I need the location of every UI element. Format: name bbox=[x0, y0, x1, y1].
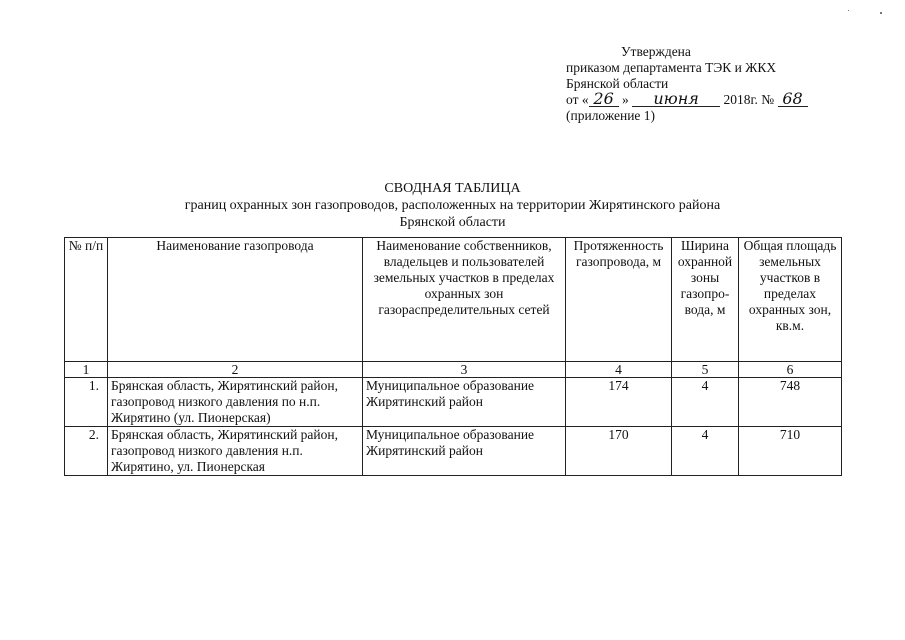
table-header-row bbox=[65, 238, 842, 362]
approval-stamp bbox=[566, 44, 866, 124]
row-length: 174 bbox=[566, 378, 672, 427]
title-line-2: границ охранных зон газопроводов, расположенных на территории Жирятинского района bbox=[184, 198, 721, 213]
header-area: Общая площадь земельных участков в пределах охранных зон, кв.м. bbox=[739, 238, 842, 362]
header-width: Ширина охранной зоны газопро-вода, м bbox=[672, 238, 739, 362]
number-sign: № bbox=[761, 92, 775, 107]
index-cell: 4 bbox=[566, 362, 672, 378]
approval-line-3: Брянской области bbox=[566, 76, 669, 91]
document-title bbox=[0, 180, 905, 231]
row-pipeline: Брянская область, Жирятинский район, газопровод низкого давления по н.п. Жирятино (ул. Пионерская) bbox=[108, 378, 363, 427]
header-length: Протяженность газопровода, м bbox=[566, 238, 672, 362]
index-cell: 3 bbox=[363, 362, 566, 378]
row-area: 748 bbox=[739, 378, 842, 427]
title-line-1: СВОДНАЯ ТАБЛИЦА bbox=[384, 181, 521, 196]
year-text: 2018г. bbox=[723, 92, 758, 107]
scan-speck bbox=[848, 10, 849, 11]
index-cell: 6 bbox=[739, 362, 842, 378]
header-num: № п/п bbox=[65, 238, 108, 362]
index-cell: 2 bbox=[108, 362, 363, 378]
approval-line-1: Утверждена bbox=[621, 44, 691, 59]
approval-line-2: приказом департамента ТЭК и ЖКХ bbox=[566, 60, 777, 75]
approval-appendix: (приложение 1) bbox=[566, 108, 656, 123]
scan-speck bbox=[880, 12, 882, 14]
row-owner: Муниципальное образование Жирятинский район bbox=[363, 378, 566, 427]
date-prefix: от « bbox=[566, 92, 589, 107]
row-owner: Муниципальное образование Жирятинский район bbox=[363, 427, 566, 476]
row-area: 710 bbox=[739, 427, 842, 476]
quote-close: » bbox=[621, 92, 629, 107]
row-length: 170 bbox=[566, 427, 672, 476]
header-pipeline: Наименование газопровода bbox=[108, 238, 363, 362]
row-num: 1. bbox=[65, 378, 108, 427]
handwritten-day: 26 bbox=[589, 92, 619, 107]
index-cell: 1 bbox=[65, 362, 108, 378]
handwritten-number: 68 bbox=[778, 92, 808, 107]
row-num: 2. bbox=[65, 427, 108, 476]
row-pipeline: Брянская область, Жирятинский район, газопровод низкого давления н.п. Жирятино, ул. Пионерская bbox=[108, 427, 363, 476]
header-owners: Наименование собственников, владельцев и пользователей земельных участков в пределах охранных зон газораспределительных сетей bbox=[363, 238, 566, 362]
summary-table bbox=[64, 237, 842, 476]
table-index-row bbox=[65, 362, 842, 378]
approval-date-line bbox=[566, 89, 866, 108]
handwritten-month: июня bbox=[632, 92, 720, 107]
table-row bbox=[65, 378, 842, 427]
row-width: 4 bbox=[672, 427, 739, 476]
title-line-3: Брянской области bbox=[399, 215, 506, 230]
index-cell: 5 bbox=[672, 362, 739, 378]
row-width: 4 bbox=[672, 378, 739, 427]
table-row bbox=[65, 427, 842, 476]
